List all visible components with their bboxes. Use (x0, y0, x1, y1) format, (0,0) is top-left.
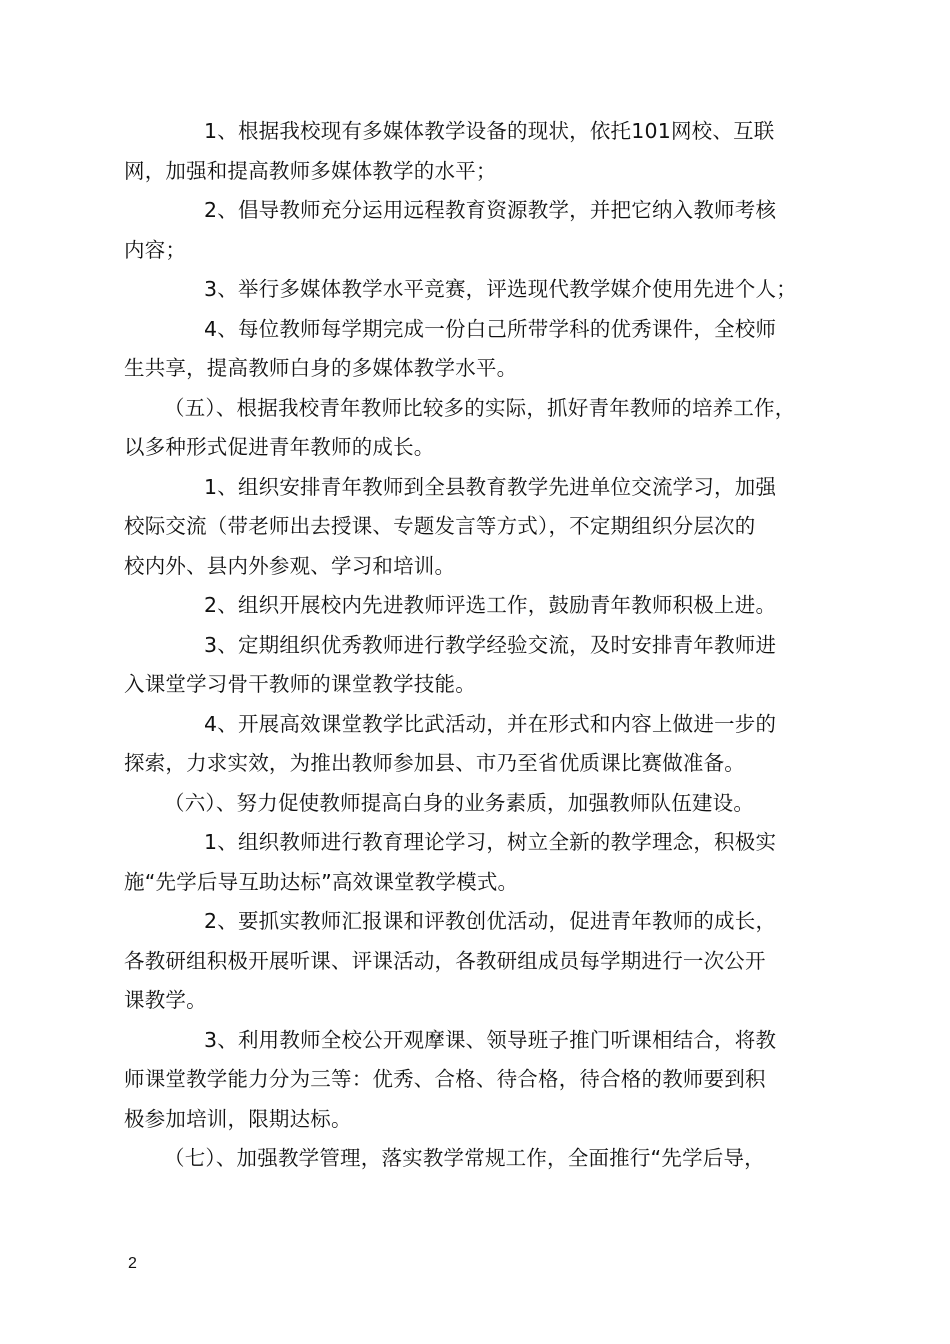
page-number: 2 (128, 1255, 137, 1272)
text-line: 3、利用教师全校公开观摩课、领导班子推门听课相结合，将教 (204, 1027, 777, 1052)
section-heading-7: （七）、加强教学管理，落实教学常规工作，全面推行“先学后导， (164, 1146, 765, 1170)
document-body (124, 112, 834, 1179)
text-line: 师课堂教学能力分为三等：优秀、合格、待合格，待合格的教师要到积 (124, 1067, 766, 1091)
text-line: 3、举行多媒体教学水平竞赛，评选现代教学媒介使用先进个人； (204, 277, 797, 301)
section-heading-5: （五）、根据我校青年教师比较多的实际，抓好青年教师的培养工作， (164, 395, 796, 420)
text-line: 1、组织安排青年教师到全县教育教学先进单位交流学习，加强 (204, 474, 777, 499)
text-line: 网，加强和提高教师多媒体教学的水平； (124, 158, 497, 183)
text-line: 施“先学后导互助达标”高效课堂教学模式。 (124, 869, 519, 894)
text-line: 以多种形式促进青年教师的成长。 (124, 435, 435, 459)
text-line: 2、倡导教师充分运用远程教育资源教学，并把它纳入教师考核 (204, 198, 777, 222)
text-line: 探索，力求实效，为推出教师参加县、市乃至省优质课比赛做准备。 (124, 751, 745, 775)
text-line: 1、组织教师进行教育理论学习，树立全新的教学理念，积极实 (204, 830, 777, 854)
text-line: 内容； (124, 237, 187, 262)
text-line: 各教研组积极开展听课、评课活动，各教研组成员每学期进行一次公开 (124, 948, 766, 973)
text-line: 2、组织开展校内先进教师评选工作，鼓励青年教师积极上进。 (204, 593, 777, 617)
text-line: 入课堂学习骨干教师的课堂教学技能。 (124, 672, 476, 696)
text-line: 课教学。 (124, 988, 207, 1012)
text-line: 1、根据我校现有多媒体教学设备的现状，依托101网校、互联 (204, 119, 775, 143)
text-line: 2、要抓实教师汇报课和评教创优活动，促进青年教师的成长， (204, 909, 777, 933)
section-heading-6: （六）、努力促使教师提高白身的业务素质，加强教师队伍建设。 (164, 790, 755, 815)
text-line: 极参加培训，限期达标。 (124, 1106, 352, 1131)
text-line: 校际交流（带老师出去授课、专题发言等方式），不定期组织分层次的 (124, 514, 756, 538)
text-line: 校内外、县内外参观、学习和培训。 (124, 553, 456, 578)
text-line: 生共享，提高教师白身的多媒体教学水平。 (124, 356, 518, 380)
text-line: 4、开展高效课堂教学比武活动，并在形式和内容上做进一步的 (204, 711, 777, 736)
text-line: 3、定期组织优秀教师进行教学经验交流，及时安排青年教师进 (204, 632, 777, 657)
text-line: 4、每位教师每学期完成一份白己所带学科的优秀课件，全校师 (204, 316, 777, 341)
